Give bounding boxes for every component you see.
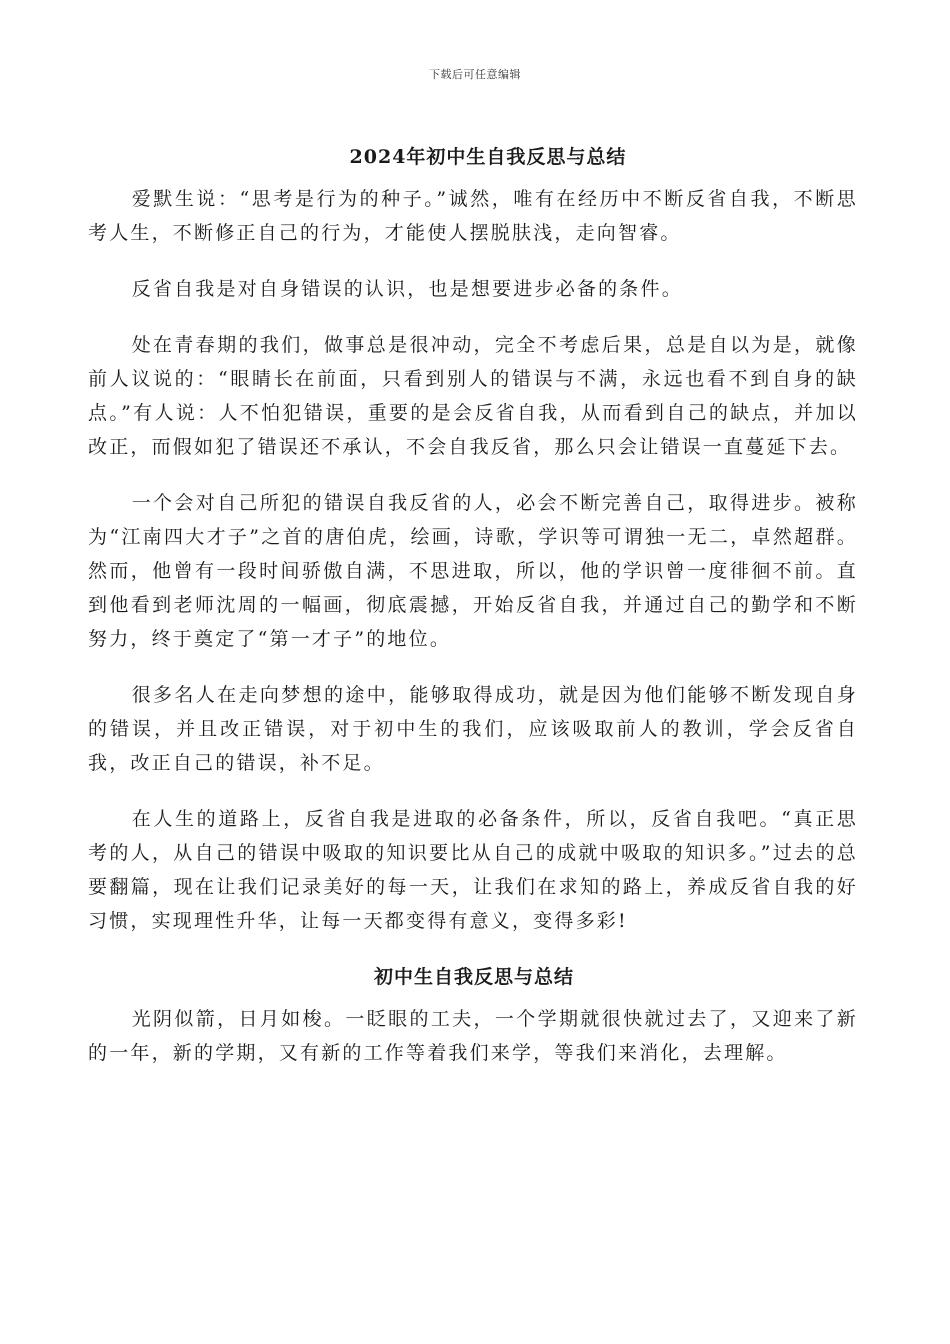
paragraph: 处在青春期的我们，做事总是很冲动，完全不考虑后果，总是自以为是，就像前人议说的：“眼睛长在前面，只看到别人的错误与不满，永远也看不到自身的缺点。”有人说：人不怕犯错误，重要的是会反省自我，从而看到自己的缺点，并加以改正，而假如犯了错误还不承认，不会自我反省，那么只会让错误一直蔓延下去。 [88,334,858,458]
document-body [88,140,858,1092]
paragraph: 反省自我是对自身错误的认识，也是想要进步必备的条件。 [131,278,683,300]
article-title: 2024年初中生自我反思与总结 [349,146,627,168]
paragraph: 在人生的道路上，反省自我是进取的必备条件，所以，反省自我吧。“真正思考的人，从自己的错误中吸取的知识要比从自己的成就中吸取的知识多。”过去的总要翻篇，现在让我们记录美好的每一天，让我们在求知的路上，养成反省自我的好习惯，实现理性升华，让每一天都变得有意义，变得多彩! [88,808,858,932]
paragraph: 光阴似箭，日月如梭。一眨眼的工夫，一个学期就很快就过去了，又迎来了新的一年，新的学期，又有新的工作等着我们来学，等我们来消化，去理解。 [88,1008,858,1064]
paragraph: 一个会对自己所犯的错误自我反省的人，必会不断完善自己，取得进步。被称为“江南四大才子”之首的唐伯虎，绘画，诗歌，学识等可谓独一无二，卓然超群。然而，他曾有一段时间骄傲自满，不思进取，所以，他的学识曾一度徘徊不前。直到他看到老师沈周的一幅画，彻底震撼，开始反省自我，并通过自己的勤学和不断努力，终于奠定了“第一才子”的地位。 [88,492,858,650]
paragraph: 很多名人在走向梦想的途中，能够取得成功，就是因为他们能够不断发现自身的错误，并且改正错误，对于初中生的我们，应该吸取前人的教训，学会反省自我，改正自己的错误，补不足。 [88,684,858,774]
paragraph: 爱默生说：“思考是行为的种子。”诚然，唯有在经历中不断反省自我，不断思考人生，不断修正自己的行为，才能使人摆脱肤浅，走向智睿。 [88,188,858,244]
second-article-title: 初中生自我反思与总结 [373,966,574,988]
header-note: 下载后可任意编辑 [429,68,521,81]
